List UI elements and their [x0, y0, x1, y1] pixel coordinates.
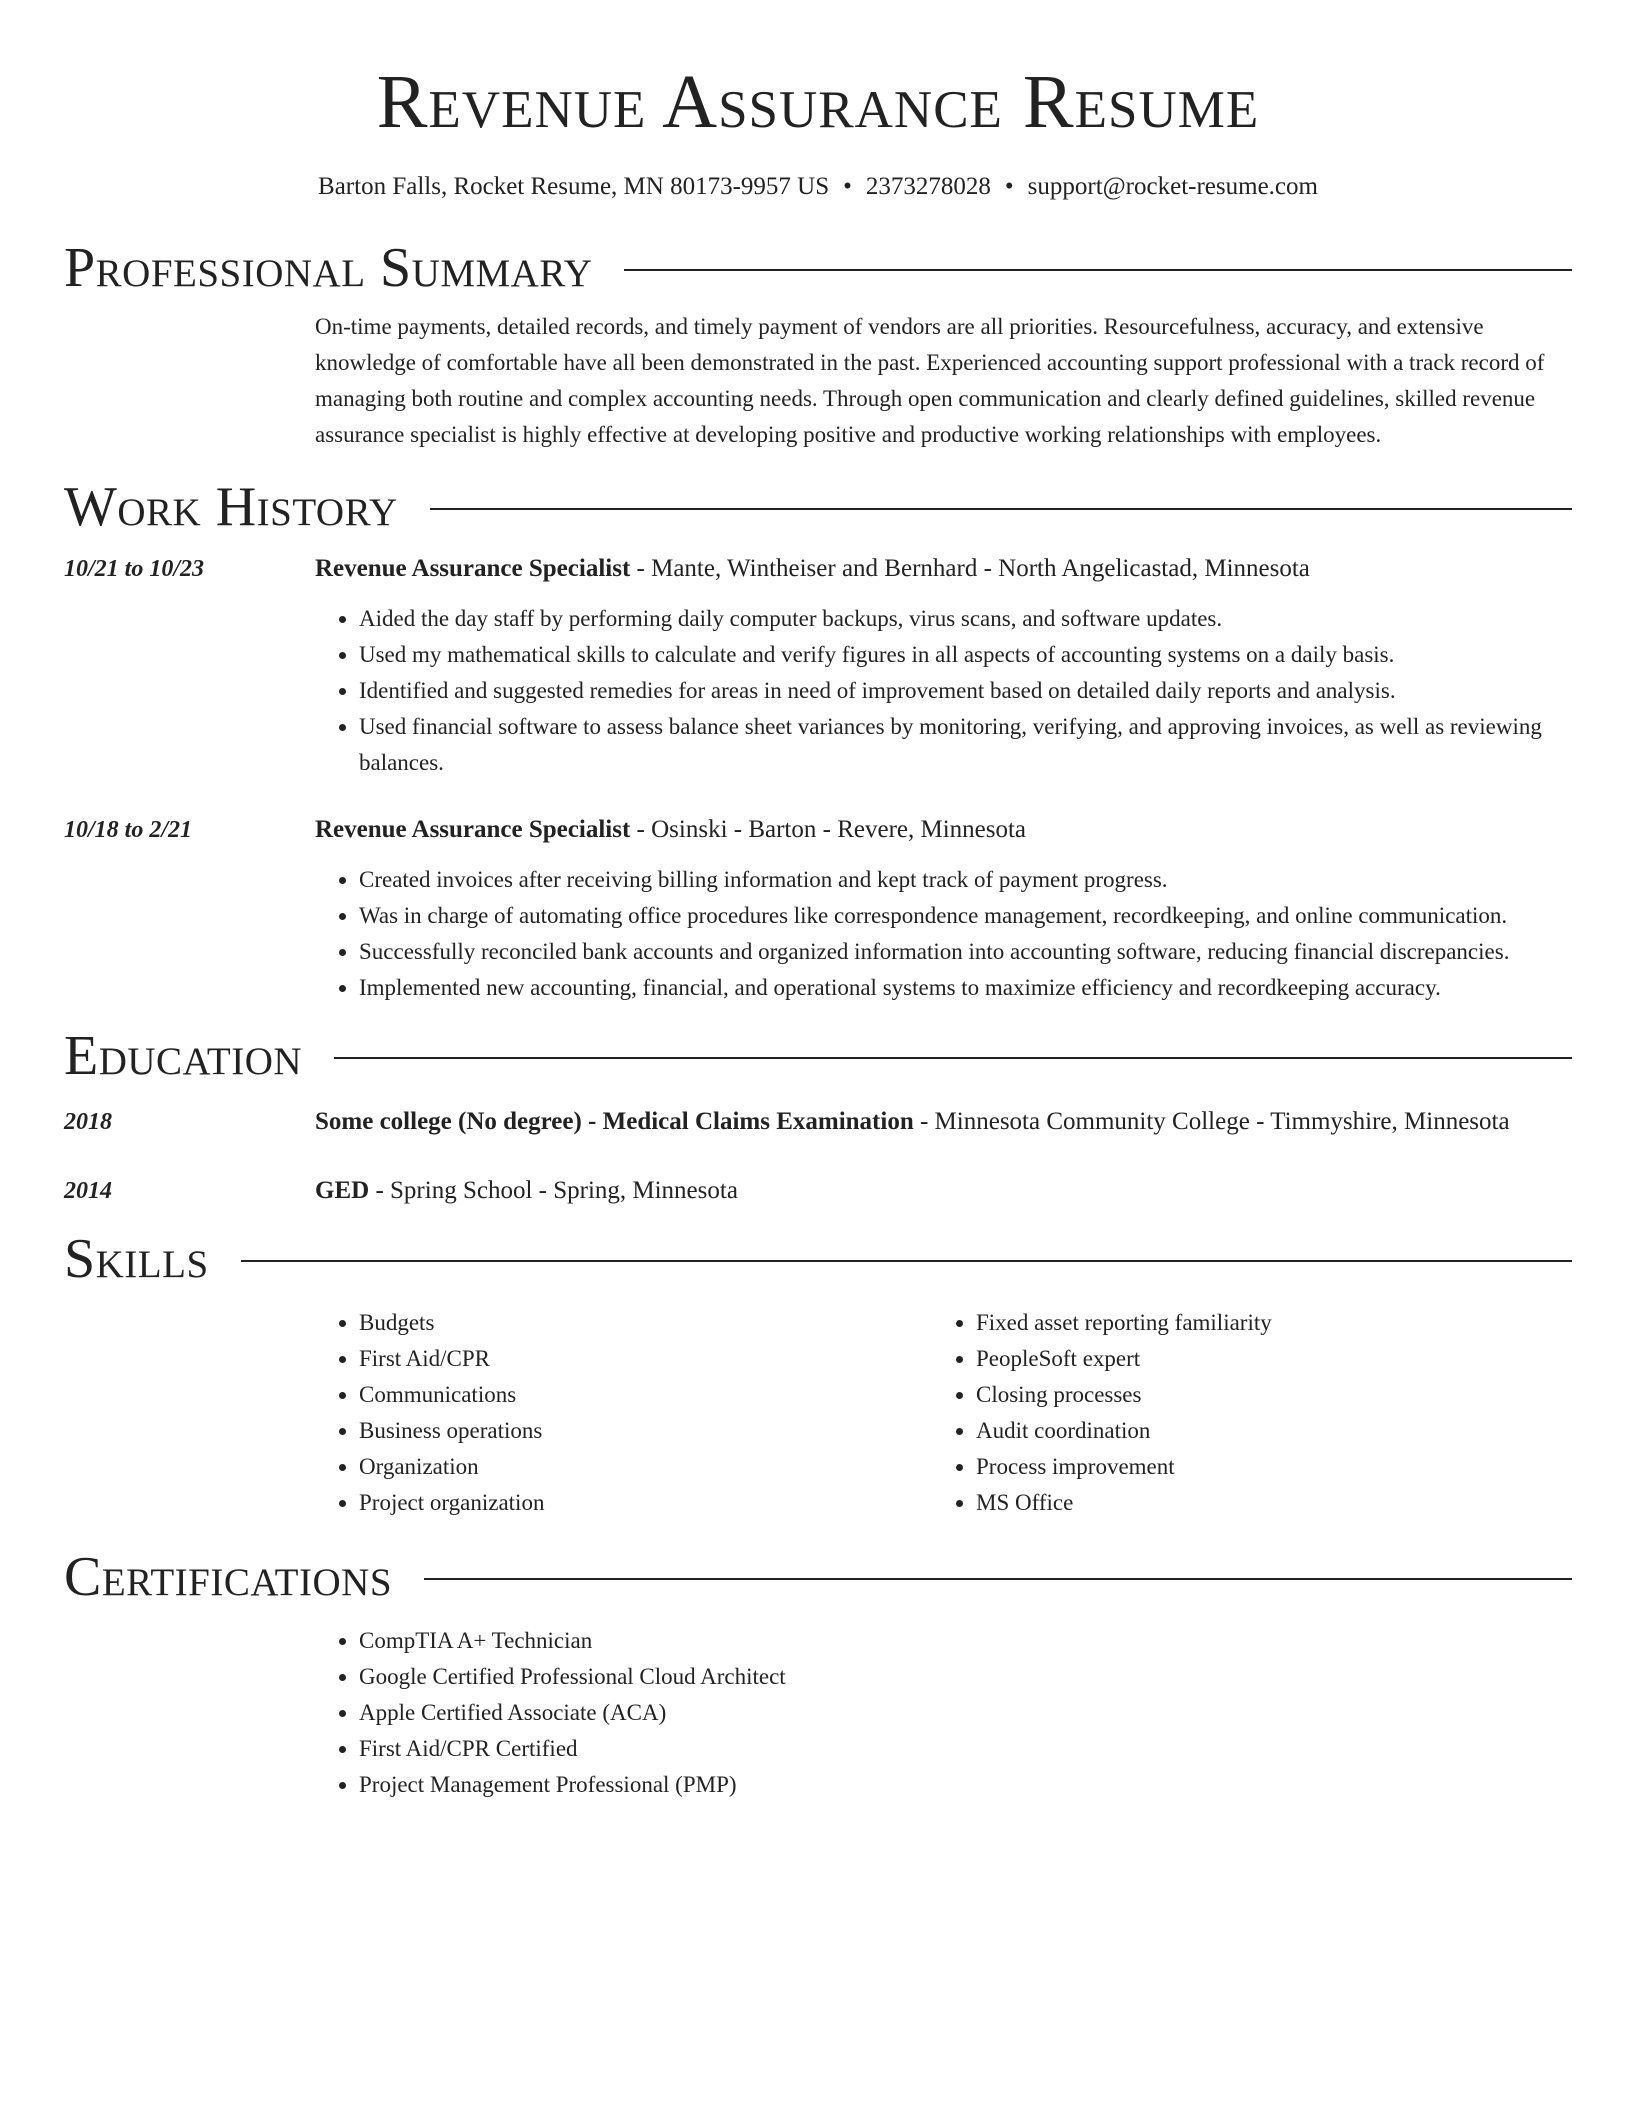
education-degree: Some college (No degree) - Medical Claims Examination	[315, 1108, 914, 1135]
job-bullets	[315, 862, 1572, 1006]
education-entry	[64, 1102, 1572, 1142]
job-bullets-wrap	[315, 862, 1572, 1006]
section-divider	[430, 508, 1572, 510]
contact-address: Barton Falls, Rocket Resume, MN 80173-9957 US	[318, 173, 830, 200]
certifications-list	[315, 1623, 1572, 1803]
section-divider	[334, 1057, 1572, 1059]
job-bullet: • Implemented new accounting, financial, and operational systems to maximize efficiency and recordkeeping accuracy.	[359, 970, 1572, 1006]
education-degree: GED	[315, 1177, 370, 1204]
job-role: Revenue Assurance Specialist	[315, 816, 631, 843]
skill-item: • PeopleSoft expert	[976, 1341, 1549, 1377]
education-year: 2014	[64, 1178, 112, 1204]
skills-section-title: Skills	[64, 1228, 209, 1290]
education-school: - Spring School - Spring, Minnesota	[369, 1177, 738, 1204]
section-divider	[241, 1260, 1572, 1262]
skill-item: • Project organization	[359, 1485, 932, 1521]
certification-item: • First Aid/CPR Certified	[359, 1731, 1572, 1767]
job-title-line	[315, 549, 1572, 589]
skill-item: • Closing processes	[976, 1377, 1549, 1413]
education-section-header	[64, 1024, 1572, 1088]
skill-item: • Process improvement	[976, 1449, 1549, 1485]
contact-line	[64, 172, 1572, 202]
job-entry	[64, 810, 1572, 1006]
skill-item: • Business operations	[359, 1413, 932, 1449]
education-school: - Minnesota Community College - Timmyshire, Minnesota	[913, 1108, 1510, 1135]
resume-title: Revenue Assurance Resume	[376, 60, 1260, 144]
job-bullet: • Identified and suggested remedies for areas in need of improvement based on detailed daily reports and analysis.	[359, 673, 1572, 709]
education-details-line	[315, 1102, 1572, 1142]
resume-page	[64, 0, 1572, 1803]
job-entry	[64, 549, 1572, 781]
contact-separator: •	[1004, 173, 1014, 200]
summary-section-header	[64, 236, 1572, 300]
job-bullets-wrap	[315, 601, 1572, 781]
skill-item: • Organization	[359, 1449, 932, 1485]
skill-item: • Communications	[359, 1377, 932, 1413]
education-details-line	[315, 1171, 1572, 1211]
work-section-title: Work History	[64, 476, 398, 538]
job-bullet: • Successfully reconciled bank accounts and organized information into accounting software, reducing financial discrepancies.	[359, 934, 1572, 970]
job-bullet: • Created invoices after receiving billing information and kept track of payment progress.	[359, 862, 1572, 898]
certifications-section-header	[64, 1545, 1572, 1609]
job-header	[64, 549, 1572, 589]
job-bullet: • Used my mathematical skills to calculate and verify figures in all aspects of accounting systems on a daily basis.	[359, 637, 1572, 673]
job-header	[64, 810, 1572, 850]
section-divider	[424, 1578, 1572, 1580]
job-company-location: - Mante, Wintheiser and Bernhard - North Angelicastad, Minnesota	[630, 555, 1310, 582]
skills-column-left	[315, 1305, 932, 1521]
certification-item: • CompTIA A+ Technician	[359, 1623, 1572, 1659]
skills-section-header	[64, 1227, 1572, 1291]
job-company-location: - Osinski - Barton - Revere, Minnesota	[630, 816, 1027, 843]
job-title-line	[315, 810, 1572, 850]
education-entry	[64, 1171, 1572, 1211]
section-divider	[624, 269, 1572, 271]
job-dates: 10/18 to 2/21	[64, 817, 193, 843]
skills-bullets	[315, 1305, 932, 1521]
certification-item: • Google Certified Professional Cloud Architect	[359, 1659, 1572, 1695]
skill-item: • Fixed asset reporting familiarity	[976, 1305, 1549, 1341]
certifications-section-title: Certifications	[64, 1546, 393, 1608]
job-bullet: • Used financial software to assess balance sheet variances by monitoring, verifying, and approving invoices, as well as reviewing balances.	[359, 709, 1572, 781]
contact-email: support@rocket-resume.com	[1027, 173, 1318, 200]
work-section-header	[64, 475, 1572, 539]
contact-separator: •	[843, 173, 852, 200]
skill-item: • MS Office	[976, 1485, 1549, 1521]
skill-item: • First Aid/CPR	[359, 1341, 932, 1377]
certification-item: • Project Management Professional (PMP)	[359, 1767, 1572, 1803]
job-role: Revenue Assurance Specialist	[315, 555, 631, 582]
certification-item: • Apple Certified Associate (ACA)	[359, 1695, 1572, 1731]
contact-phone: 2373278028	[865, 173, 991, 200]
job-bullet: • Was in charge of automating office procedures like correspondence management, recordkeeping, and online communication.	[359, 898, 1572, 934]
skill-item: • Budgets	[359, 1305, 932, 1341]
summary-text: On-time payments, detailed records, and timely payment of vendors are all priorities. Resourcefulness, accuracy, and extensive knowledge of comfortable have all been demonstrated in the past. Experienced accounting support professional with a track record of managing both routine and complex accounting needs. Through open communication and clearly defined guidelines, skilled revenue assurance specialist is highly effective at developing positive and productive working relationships with employees.	[315, 314, 1545, 447]
skills-column-right	[932, 1305, 1549, 1521]
skill-item: • Audit coordination	[976, 1413, 1549, 1449]
summary-section-title: Professional Summary	[64, 237, 593, 299]
education-year: 2018	[64, 1109, 112, 1135]
skills-bullets	[932, 1305, 1549, 1521]
education-section-title: Education	[64, 1025, 303, 1087]
skills-list	[315, 1305, 1572, 1521]
certifications-bullets	[315, 1623, 1572, 1803]
job-bullets	[315, 601, 1572, 781]
job-bullet: • Aided the day staff by performing daily computer backups, virus scans, and software updates.	[359, 601, 1572, 637]
job-dates: 10/21 to 10/23	[64, 556, 205, 582]
